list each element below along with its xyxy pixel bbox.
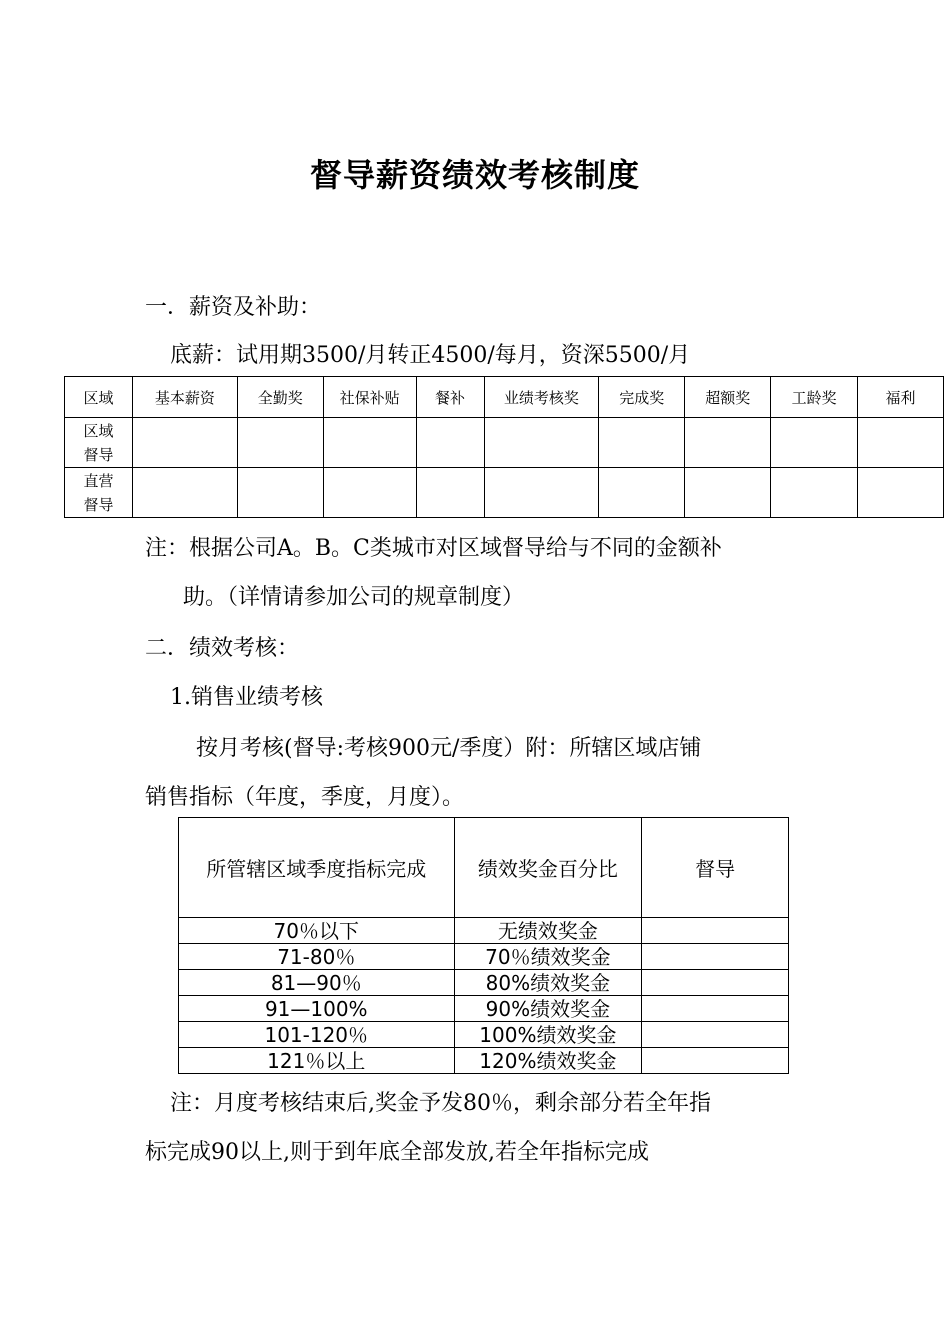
salary-header-cell: 超额奖 — [685, 377, 771, 418]
salary-table-header-row — [65, 377, 944, 418]
range-cell: 81—90％ — [179, 970, 455, 996]
note1-line1: 注：根据公司A。B。C类城市对区域督导给与不同的金额补 — [145, 536, 722, 561]
empty-cell — [237, 418, 323, 468]
base-salary-text: 底薪：试用期3500/月转正4500/每月，资深5500/月 — [170, 343, 691, 368]
empty-cell — [599, 468, 685, 518]
row-label-cell — [65, 468, 133, 518]
empty-cell — [237, 468, 323, 518]
empty-cell — [858, 418, 944, 468]
note1-line2: 助。（详情请参加公司的规章制度） — [183, 585, 525, 610]
empty-cell — [132, 468, 237, 518]
table-row — [179, 918, 789, 944]
bonus-cell: 80%绩效奖金 — [454, 970, 642, 996]
table-row — [179, 1048, 789, 1074]
empty-cell — [771, 468, 858, 518]
range-cell: 91—100% — [179, 996, 455, 1022]
empty-cell — [484, 418, 599, 468]
empty-cell — [416, 418, 484, 468]
row-label-line: 督导 — [83, 495, 114, 514]
empty-cell — [685, 418, 771, 468]
salary-header-cell: 工龄奖 — [771, 377, 858, 418]
supervisor-cell — [642, 970, 789, 996]
section1-heading: 一．薪资及补助： — [145, 295, 322, 320]
bonus-cell: 无绩效奖金 — [454, 918, 642, 944]
supervisor-cell — [642, 1022, 789, 1048]
range-cell: 71-80％ — [179, 944, 455, 970]
supervisor-cell — [642, 944, 789, 970]
perf-header-cell: 所管辖区域季度指标完成 — [179, 818, 455, 918]
section2-heading: 二．绩效考核： — [145, 636, 300, 661]
empty-cell — [599, 418, 685, 468]
document-title: 督导薪资绩效考核制度 — [309, 156, 640, 194]
subsection-heading: 1.销售业绩考核 — [170, 685, 323, 710]
bonus-cell: 90%绩效奖金 — [454, 996, 642, 1022]
table-row — [65, 418, 944, 468]
salary-header-cell: 基本薪资 — [132, 377, 237, 418]
empty-cell — [858, 468, 944, 518]
salary-header-cell: 区域 — [65, 377, 133, 418]
supervisor-cell — [642, 918, 789, 944]
supervisor-cell — [642, 996, 789, 1022]
table-row — [179, 1022, 789, 1048]
row-label-cell — [65, 418, 133, 468]
paragraph-line1: 按月考核(督导:考核900元/季度）附：所辖区域店铺 — [196, 736, 702, 761]
table-row — [179, 944, 789, 970]
salary-header-cell: 福利 — [858, 377, 944, 418]
empty-cell — [771, 418, 858, 468]
note2-line1: 注：月度考核结束后,奖金予发80％，剩余部分若全年指 — [170, 1091, 711, 1116]
table-row — [179, 996, 789, 1022]
row-label-line: 区域 — [83, 421, 114, 440]
range-cell: 121％以上 — [179, 1048, 455, 1074]
row-label-line: 督导 — [83, 445, 114, 464]
empty-cell — [323, 418, 416, 468]
row-label-line: 直营 — [83, 471, 114, 490]
salary-header-cell: 完成奖 — [599, 377, 685, 418]
salary-header-cell: 业绩考核奖 — [484, 377, 599, 418]
perf-header-cell: 绩效奖金百分比 — [454, 818, 642, 918]
table-row — [65, 468, 944, 518]
salary-header-cell: 社保补贴 — [323, 377, 416, 418]
range-cell: 70％以下 — [179, 918, 455, 944]
performance-table — [178, 817, 789, 1074]
table-row — [179, 970, 789, 996]
empty-cell — [685, 468, 771, 518]
supervisor-cell — [642, 1048, 789, 1074]
empty-cell — [132, 418, 237, 468]
empty-cell — [323, 468, 416, 518]
note2-line2: 标完成90以上,则于到年底全部发放,若全年指标完成 — [145, 1140, 649, 1165]
performance-table-header-row — [179, 818, 789, 918]
salary-header-cell: 餐补 — [416, 377, 484, 418]
bonus-cell: 120%绩效奖金 — [454, 1048, 642, 1074]
empty-cell — [484, 468, 599, 518]
range-cell: 101-120％ — [179, 1022, 455, 1048]
paragraph-line2: 销售指标（年度，季度，月度）。 — [145, 785, 465, 810]
salary-header-cell: 全勤奖 — [237, 377, 323, 418]
bonus-cell: 70％绩效奖金 — [454, 944, 642, 970]
empty-cell — [416, 468, 484, 518]
bonus-cell: 100%绩效奖金 — [454, 1022, 642, 1048]
perf-header-cell: 督导 — [642, 818, 789, 918]
salary-table — [64, 376, 944, 518]
